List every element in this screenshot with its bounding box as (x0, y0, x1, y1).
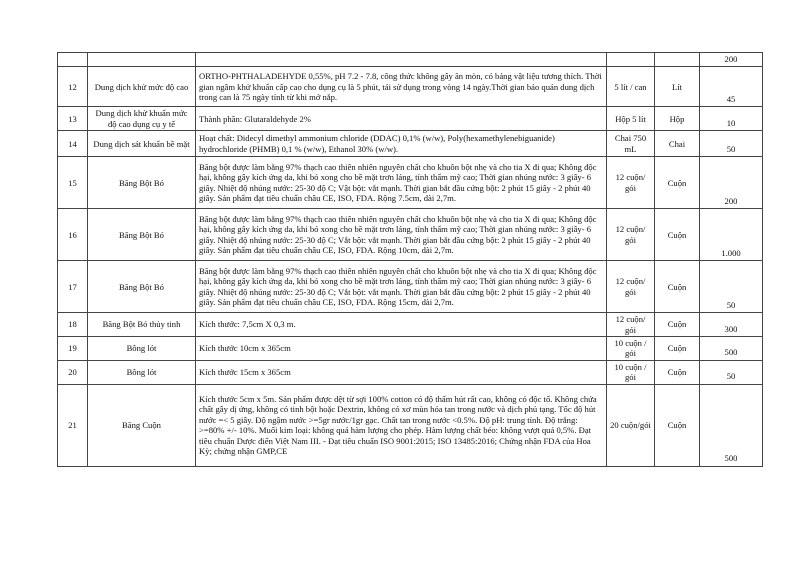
unit-cell: Chai (655, 131, 700, 157)
table-body (58, 53, 763, 467)
quantity-cell: 45 (700, 67, 763, 107)
packaging-cell: 5 lít / can (607, 67, 655, 107)
table-row (58, 67, 763, 107)
row-number-cell: 15 (58, 157, 88, 209)
table-row (58, 209, 763, 261)
row-number-cell (58, 53, 88, 67)
row-number-cell: 16 (58, 209, 88, 261)
item-name-cell: Băng Bột Bó (88, 261, 196, 313)
row-number-cell: 21 (58, 384, 88, 466)
packaging-cell (607, 53, 655, 67)
table-row (58, 131, 763, 157)
quantity-cell: 300 (700, 313, 763, 337)
item-name-cell: Dung dịch khử mức độ cao (88, 67, 196, 107)
quantity-cell: 500 (700, 337, 763, 361)
packaging-cell: 12 cuộn/ gói (607, 157, 655, 209)
packaging-cell: 12 cuộn/ gói (607, 261, 655, 313)
item-name-cell: Bông lót (88, 360, 196, 384)
item-specification-cell: Hoạt chất: Didecyl dimethyl ammonium chloride (DDAC) 0,1% (w/w), Poly(hexamethylenebiguanide) hydrochloride (PHMB) 0,1 % (w/w), Ethanol 30% (w/w). (196, 131, 607, 157)
table-row (58, 313, 763, 337)
packaging-cell: Chai 750 mL (607, 131, 655, 157)
item-name-cell: Băng Cuộn (88, 384, 196, 466)
unit-cell: Cuộn (655, 360, 700, 384)
row-number-cell: 19 (58, 337, 88, 361)
quantity-cell: 50 (700, 261, 763, 313)
row-number-cell: 14 (58, 131, 88, 157)
item-name-cell: Dung dịch sát khuẩn bề mặt (88, 131, 196, 157)
quantity-cell: 50 (700, 131, 763, 157)
packaging-cell: 12 cuộn/ gói (607, 313, 655, 337)
item-specification-cell: Kích thước 5cm x 5m. Sản phẩm được dệt từ sợi 100% cotton có độ thấm hút rất cao, không có độc tố. Không chứa chất gây dị ứng, không có tinh bột hoặc Dextrin, không có xơ mùn hóa tan trong nước và dịch phủ tạng. Tốc độ hút nước =< 5 giây. Độ ngậm nước >=5gr nước/1gr gạc. Chất tan trong nước <0.5%. Độ pH: trung tính. Độ trắng: >=80% +/- 10%. Muối kim loại: không quá hàm lượng cho phép. Hàm lượng chất béo: không vượt quá 0,5%. Đạt tiêu chuẩn Dược điển Việt Nam III. - Đạt tiêu chuẩn ISO 9001:2015; ISO 13485:2016; Chứng nhận FDA của Hoa Kỳ; chứng nhận GMP,CE (196, 384, 607, 466)
packaging-cell: 10 cuộn / gói (607, 337, 655, 361)
unit-cell (655, 53, 700, 67)
row-number-cell: 13 (58, 107, 88, 131)
table-row (58, 337, 763, 361)
item-name-cell: Băng Bột Bó (88, 157, 196, 209)
table-row (58, 360, 763, 384)
packaging-cell: 20 cuộn/gói (607, 384, 655, 466)
quantity-cell: 500 (700, 384, 763, 466)
item-name-cell: Băng Bột Bó (88, 209, 196, 261)
table-row (58, 107, 763, 131)
unit-cell: Hộp (655, 107, 700, 131)
item-name-cell (88, 53, 196, 67)
row-number-cell: 12 (58, 67, 88, 107)
quantity-cell: 200 (700, 157, 763, 209)
quantity-cell: 50 (700, 360, 763, 384)
unit-cell: Cuộn (655, 337, 700, 361)
item-specification-cell: Băng bột được làm bằng 97% thạch cao thiên nhiên nguyên chất cho khuôn bột nhẹ và cho tia X đi qua; Không độc hại, không gây kích ứng da, khi bó xong cho bề mặt trơn láng, tính thẩm mỹ cao; Thời gian nhúng nước: 3 giây- 6 giây. Nhiệt độ nhúng nước: 25-30 độ C; Vắt bột: vắt mạnh. Thời gian bắt đầu cứng bột: 2 phút 15 giây - 2 phút 40 giây. Sản phẩm đạt tiêu chuẩn châu CE, ISO, FDA. Rộng 15cm, dài 2,7m. (196, 261, 607, 313)
item-name-cell: Dung dịch khử khuẩn mức độ cao dụng cụ y tế (88, 107, 196, 131)
item-specification-cell: Kích thước 10cm x 365cm (196, 337, 607, 361)
quantity-cell: 1.000 (700, 209, 763, 261)
item-specification-cell: Thành phần: Glutaraldehyde 2% (196, 107, 607, 131)
unit-cell: Cuộn (655, 261, 700, 313)
table-row (58, 157, 763, 209)
table-row (58, 384, 763, 466)
row-number-cell: 18 (58, 313, 88, 337)
packaging-cell: Hộp 5 lít (607, 107, 655, 131)
quantity-cell: 200 (700, 53, 763, 67)
quantity-cell: 10 (700, 107, 763, 131)
table-row (58, 261, 763, 313)
unit-cell: Cuộn (655, 157, 700, 209)
item-specification-cell: Kích thước: 7,5cm X 0,3 m. (196, 313, 607, 337)
row-number-cell: 20 (58, 360, 88, 384)
item-specification-cell (196, 53, 607, 67)
item-name-cell: Bông lót (88, 337, 196, 361)
unit-cell: Lít (655, 67, 700, 107)
procurement-table (57, 52, 763, 467)
item-specification-cell: Băng bột được làm bằng 97% thạch cao thiên nhiên nguyên chất cho khuôn bột nhẹ và cho tia X đi qua; Không độc hại, không gây kích ứng da, khi bó xong cho bề mặt trơn láng, tính thẩm mỹ cao; Thời gian nhúng nước: 3 giây- 6 giây. Nhiệt độ nhúng nước: 25-30 độ C; Vắt bột: vắt mạnh. Thời gian bắt đầu cứng bột: 2 phút 15 giây - 2 phút 40 giây. Sản phẩm đạt tiêu chuẩn châu CE, ISO, FDA. Rộng 10cm, dài 2,7m. (196, 209, 607, 261)
unit-cell: Cuộn (655, 209, 700, 261)
row-number-cell: 17 (58, 261, 88, 313)
item-specification-cell: Băng bột được làm bằng 97% thạch cao thiên nhiên nguyên chất cho khuôn bột nhẹ và cho tia X đi qua; Không độc hại, không gây kích ứng da, khi bó xong cho bề mặt trơn láng, tính thẩm mỹ cao; Thời gian nhúng nước: 3 giây- 6 giây. Nhiệt độ nhúng nước: 25-30 độ C; Vật bột: vắt mạnh. Thời gian bắt đầu cứng bột: 2 phút 15 giây - 2 phút 40 giây. Sản phẩm đạt tiêu chuẩn châu CE, ISO, FDA. Rộng 7.5cm, dài 2,7m. (196, 157, 607, 209)
table-row (58, 53, 763, 67)
packaging-cell: 12 cuộn/ gói (607, 209, 655, 261)
item-name-cell: Băng Bột Bó thủy tinh (88, 313, 196, 337)
packaging-cell: 10 cuộn / gói (607, 360, 655, 384)
unit-cell: Cuộn (655, 384, 700, 466)
item-specification-cell: Kích thước 15cm x 365cm (196, 360, 607, 384)
item-specification-cell: ORTHO-PHTHALADEHYDE 0,55%, pH 7.2 - 7.8, công thức không gây ăn mòn, có bảng vật liệu tương thích. Thời gian ngâm khử khuẩn cấp cao cho dụng cụ là 5 phút, tái sử dụng trong vòng 14 ngày.Thời gian bảo quản dung dịch trong can là 75 ngày tính từ khi mở nắp. (196, 67, 607, 107)
unit-cell: Cuộn (655, 313, 700, 337)
